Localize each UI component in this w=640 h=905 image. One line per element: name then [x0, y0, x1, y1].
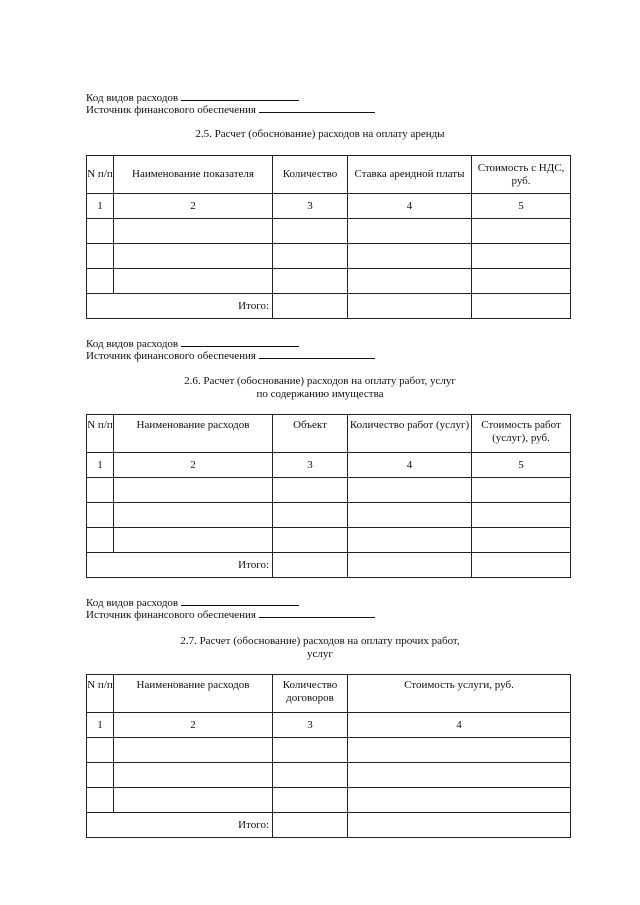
table-cell[interactable] — [114, 244, 273, 269]
table-row — [87, 788, 571, 813]
section-title — [0, 375, 640, 401]
table-cell[interactable] — [472, 244, 571, 269]
funding-source-field — [86, 102, 375, 116]
section-title-line: 2.6. Расчет (обоснование) расходов на оплату работ, услуг — [184, 375, 456, 387]
table-row — [87, 219, 571, 244]
table-cell[interactable] — [273, 763, 348, 788]
header-cell: Стоимость услуги, руб. — [348, 675, 571, 713]
table-cell[interactable] — [348, 478, 472, 503]
column-number: 2 — [114, 194, 273, 219]
table-cell[interactable] — [273, 269, 348, 294]
table-cell[interactable] — [348, 788, 571, 813]
total-cell[interactable] — [273, 813, 348, 838]
column-number: 4 — [348, 453, 472, 478]
table-row — [87, 478, 571, 503]
total-cell[interactable] — [348, 813, 571, 838]
header-cell: N п/п — [87, 415, 114, 453]
expense-code-blank[interactable] — [181, 90, 299, 101]
table-cell[interactable] — [87, 528, 114, 553]
table-cell[interactable] — [472, 528, 571, 553]
table-header-row — [87, 156, 571, 194]
table-cell[interactable] — [273, 219, 348, 244]
table-cell[interactable] — [87, 478, 114, 503]
funding-source-label: Источник финансового обеспечения — [86, 350, 256, 362]
table-cell[interactable] — [348, 528, 472, 553]
column-number: 1 — [87, 713, 114, 738]
funding-source-blank[interactable] — [259, 102, 375, 113]
header-cell: Стоимость работ (услуг), руб. — [472, 415, 571, 453]
table-row — [87, 503, 571, 528]
table-cell[interactable] — [273, 738, 348, 763]
total-cell[interactable] — [348, 294, 472, 319]
column-number: 3 — [273, 713, 348, 738]
table-cell[interactable] — [87, 219, 114, 244]
total-cell[interactable] — [273, 294, 348, 319]
funding-source-field — [86, 348, 375, 362]
header-cell: N п/п — [87, 156, 114, 194]
table-cell[interactable] — [87, 763, 114, 788]
total-label: Итого: — [87, 553, 273, 578]
table-row — [87, 763, 571, 788]
table-cell[interactable] — [348, 738, 571, 763]
header-cell: Объект — [273, 415, 348, 453]
column-number: 1 — [87, 453, 114, 478]
table-cell[interactable] — [87, 738, 114, 763]
table-cell[interactable] — [273, 244, 348, 269]
column-number: 3 — [273, 194, 348, 219]
section-title — [0, 635, 640, 661]
header-cell: Ставка арендной платы — [348, 156, 472, 194]
expense-code-blank[interactable] — [181, 595, 299, 606]
column-number: 5 — [472, 194, 571, 219]
expense-code-blank[interactable] — [181, 336, 299, 347]
table-row — [87, 738, 571, 763]
header-cell: Наименование расходов — [114, 675, 273, 713]
table-header-row — [87, 415, 571, 453]
column-number-row — [87, 194, 571, 219]
header-cell: Количество работ (услуг) — [348, 415, 472, 453]
table-cell[interactable] — [114, 269, 273, 294]
column-number: 2 — [114, 453, 273, 478]
column-number: 4 — [348, 713, 571, 738]
table-cell[interactable] — [273, 503, 348, 528]
column-number: 2 — [114, 713, 273, 738]
total-row — [87, 813, 571, 838]
table-cell[interactable] — [348, 244, 472, 269]
table-cell[interactable] — [472, 478, 571, 503]
total-label: Итого: — [87, 294, 273, 319]
table-cell[interactable] — [114, 478, 273, 503]
table-cell[interactable] — [472, 219, 571, 244]
rent-calculation-table — [86, 155, 571, 319]
funding-source-field — [86, 607, 375, 621]
table-cell[interactable] — [87, 269, 114, 294]
column-number: 5 — [472, 453, 571, 478]
table-cell[interactable] — [273, 528, 348, 553]
expense-code-label: Код видов расходов — [86, 597, 179, 609]
column-number: 3 — [273, 453, 348, 478]
table-cell[interactable] — [472, 503, 571, 528]
column-number: 1 — [87, 194, 114, 219]
property-services-table — [86, 414, 571, 578]
funding-source-blank[interactable] — [259, 607, 375, 618]
header-cell: N п/п — [87, 675, 114, 713]
table-cell[interactable] — [472, 269, 571, 294]
table-cell[interactable] — [114, 763, 273, 788]
expense-code-label: Код видов расходов — [86, 92, 179, 104]
section-title-line: по содержанию имущества — [256, 388, 384, 400]
other-services-table — [86, 674, 571, 838]
column-number-row — [87, 713, 571, 738]
table-cell[interactable] — [273, 788, 348, 813]
funding-source-label: Источник финансового обеспечения — [86, 104, 256, 116]
total-cell[interactable] — [348, 553, 472, 578]
section-title-line: услуг — [307, 648, 333, 660]
total-cell[interactable] — [472, 294, 571, 319]
header-cell: Количество договоров — [273, 675, 348, 713]
expense-code-label: Код видов расходов — [86, 338, 179, 350]
table-cell[interactable] — [114, 503, 273, 528]
table-cell[interactable] — [348, 763, 571, 788]
table-cell[interactable] — [348, 269, 472, 294]
table-cell[interactable] — [114, 219, 273, 244]
table-cell[interactable] — [87, 244, 114, 269]
section-title-line: 2.5. Расчет (обоснование) расходов на оплату аренды — [195, 128, 445, 140]
column-number: 4 — [348, 194, 472, 219]
total-cell[interactable] — [472, 553, 571, 578]
table-cell[interactable] — [273, 478, 348, 503]
table-cell[interactable] — [348, 219, 472, 244]
total-row — [87, 553, 571, 578]
table-row — [87, 528, 571, 553]
header-cell: Стоимость с НДС, руб. — [472, 156, 571, 194]
header-cell: Наименование расходов — [114, 415, 273, 453]
funding-source-label: Источник финансового обеспечения — [86, 609, 256, 621]
table-cell[interactable] — [348, 503, 472, 528]
section-title — [0, 128, 640, 141]
table-cell[interactable] — [114, 528, 273, 553]
table-cell[interactable] — [87, 788, 114, 813]
total-label: Итого: — [87, 813, 273, 838]
table-cell[interactable] — [87, 503, 114, 528]
table-cell[interactable] — [114, 788, 273, 813]
table-row — [87, 244, 571, 269]
section-title-line: 2.7. Расчет (обоснование) расходов на оплату прочих работ, — [180, 635, 460, 647]
table-cell[interactable] — [114, 738, 273, 763]
funding-source-blank[interactable] — [259, 348, 375, 359]
header-cell: Наименование показателя — [114, 156, 273, 194]
table-header-row — [87, 675, 571, 713]
column-number-row — [87, 453, 571, 478]
total-row — [87, 294, 571, 319]
header-cell: Количество — [273, 156, 348, 194]
table-row — [87, 269, 571, 294]
total-cell[interactable] — [273, 553, 348, 578]
